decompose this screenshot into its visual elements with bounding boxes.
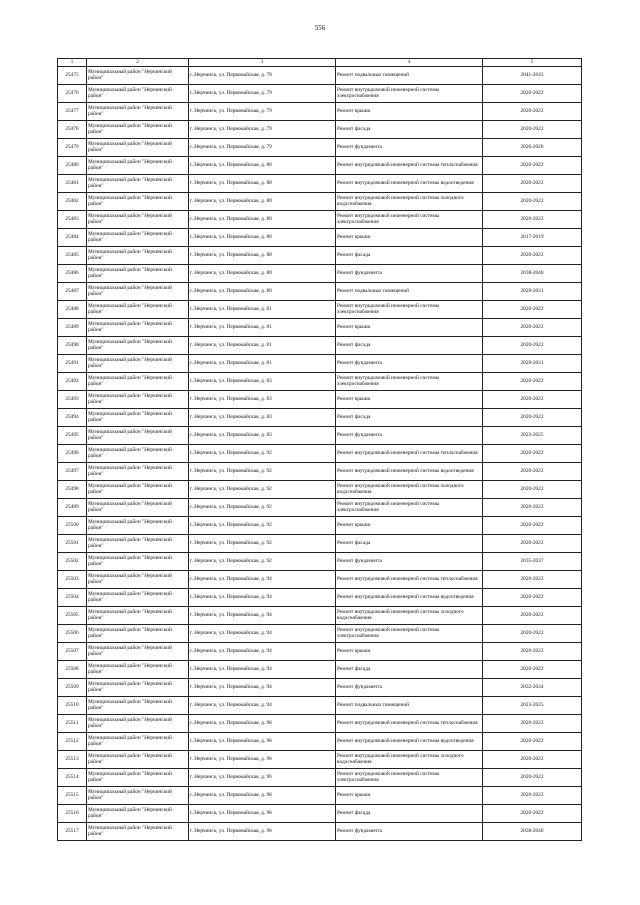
table-row xyxy=(58,211,582,229)
record-number-cell: 25485 xyxy=(58,247,87,265)
period-cell: 2029-2031 xyxy=(483,283,582,301)
address-cell: г. Нерчинск, ул. Первомайская, д. 79 xyxy=(189,121,336,139)
period-cell: 2038-2040 xyxy=(483,823,582,841)
period-cell: 2020-2022 xyxy=(483,211,582,229)
record-number-cell: 25508 xyxy=(58,661,87,679)
period-cell: 2020-2022 xyxy=(483,607,582,625)
record-number-cell: 25488 xyxy=(58,301,87,319)
work-type-cell: Ремонт внутридомовой инженерной системы водоотведения xyxy=(336,589,483,607)
table-row xyxy=(58,715,582,733)
period-cell: 2032-2034 xyxy=(483,679,582,697)
address-cell: г. Нерчинск, ул. Первомайская, д. 94 xyxy=(189,697,336,715)
record-number-cell: 25494 xyxy=(58,409,87,427)
table-row xyxy=(58,301,582,319)
period-cell: 2029-2031 xyxy=(483,355,582,373)
municipality-cell: Муниципальный район "Нерчинский район" xyxy=(87,427,189,445)
work-type-cell: Ремонт внутридомовой инженерной системы водоотведения xyxy=(336,175,483,193)
record-number-cell: 25484 xyxy=(58,229,87,247)
period-cell: 2041-2043 xyxy=(483,67,582,85)
table-row xyxy=(58,103,582,121)
work-type-cell: Ремонт внутридомовой инженерной системы электроснабжения xyxy=(336,625,483,643)
record-number-cell: 25503 xyxy=(58,571,87,589)
work-type-cell: Ремонт подвальных помещений xyxy=(336,283,483,301)
municipality-cell: Муниципальный район "Нерчинский район" xyxy=(87,355,189,373)
period-cell: 2020-2022 xyxy=(483,409,582,427)
record-number-cell: 25496 xyxy=(58,445,87,463)
period-cell: 2020-2022 xyxy=(483,625,582,643)
municipality-cell: Муниципальный район "Нерчинский район" xyxy=(87,229,189,247)
table-row xyxy=(58,409,582,427)
municipality-cell: Муниципальный район "Нерчинский район" xyxy=(87,517,189,535)
period-cell: 2020-2022 xyxy=(483,319,582,337)
address-cell: г. Нерчинск, ул. Первомайская, д. 81 xyxy=(189,319,336,337)
table-row xyxy=(58,697,582,715)
table-row xyxy=(58,589,582,607)
period-cell: 2020-2022 xyxy=(483,589,582,607)
table-row xyxy=(58,481,582,499)
address-cell: г. Нерчинск, ул. Первомайская, д. 94 xyxy=(189,661,336,679)
column-header: 4 xyxy=(336,59,483,67)
municipality-cell: Муниципальный район "Нерчинский район" xyxy=(87,445,189,463)
column-header: 1 xyxy=(58,59,87,67)
address-cell: г. Нерчинск, ул. Первомайская, д. 94 xyxy=(189,679,336,697)
address-cell: г. Нерчинск, ул. Первомайская, д. 92 xyxy=(189,517,336,535)
municipality-cell: Муниципальный район "Нерчинский район" xyxy=(87,121,189,139)
municipality-cell: Муниципальный район "Нерчинский район" xyxy=(87,643,189,661)
municipality-cell: Муниципальный район "Нерчинский район" xyxy=(87,697,189,715)
address-cell: г. Нерчинск, ул. Первомайская, д. 83 xyxy=(189,427,336,445)
municipality-cell: Муниципальный район "Нерчинский район" xyxy=(87,409,189,427)
address-cell: г. Нерчинск, ул. Первомайская, д. 78 xyxy=(189,67,336,85)
municipality-cell: Муниципальный район "Нерчинский район" xyxy=(87,319,189,337)
work-type-cell: Ремонт крыши xyxy=(336,517,483,535)
address-cell: г. Нерчинск, ул. Первомайская, д. 94 xyxy=(189,607,336,625)
municipality-cell: Муниципальный район "Нерчинский район" xyxy=(87,175,189,193)
work-type-cell: Ремонт крыши xyxy=(336,319,483,337)
table-row xyxy=(58,607,582,625)
period-cell: 2020-2022 xyxy=(483,85,582,103)
table-row xyxy=(58,679,582,697)
address-cell: г. Нерчинск, ул. Первомайская, д. 94 xyxy=(189,589,336,607)
work-type-cell: Ремонт внутридомовой инженерной системы холодного водоснабжения xyxy=(336,751,483,769)
municipality-cell: Муниципальный район "Нерчинский район" xyxy=(87,571,189,589)
record-number-cell: 25517 xyxy=(58,823,87,841)
municipality-cell: Муниципальный район "Нерчинский район" xyxy=(87,535,189,553)
table-row xyxy=(58,247,582,265)
table-row xyxy=(58,355,582,373)
table-row xyxy=(58,229,582,247)
record-number-cell: 25492 xyxy=(58,373,87,391)
address-cell: г. Нерчинск, ул. Первомайская, д. 80 xyxy=(189,283,336,301)
record-number-cell: 25502 xyxy=(58,553,87,571)
municipality-cell: Муниципальный район "Нерчинский район" xyxy=(87,463,189,481)
table-row xyxy=(58,751,582,769)
address-cell: г. Нерчинск, ул. Первомайская, д. 83 xyxy=(189,409,336,427)
period-cell: 2020-2022 xyxy=(483,787,582,805)
record-number-cell: 25506 xyxy=(58,625,87,643)
work-type-cell: Ремонт крыши xyxy=(336,643,483,661)
table-row xyxy=(58,625,582,643)
municipality-cell: Муниципальный район "Нерчинский район" xyxy=(87,499,189,517)
work-type-cell: Ремонт фундамента xyxy=(336,679,483,697)
record-number-cell: 25478 xyxy=(58,121,87,139)
table-row xyxy=(58,373,582,391)
municipality-cell: Муниципальный район "Нерчинский район" xyxy=(87,607,189,625)
municipality-cell: Муниципальный район "Нерчинский район" xyxy=(87,67,189,85)
table-row xyxy=(58,193,582,211)
work-type-cell: Ремонт фундамента xyxy=(336,139,483,157)
period-cell: 2020-2022 xyxy=(483,643,582,661)
address-cell: г. Нерчинск, ул. Первомайская, д. 81 xyxy=(189,301,336,319)
record-number-cell: 25498 xyxy=(58,481,87,499)
work-type-cell: Ремонт внутридомовой инженерной системы холодного водоснабжения xyxy=(336,607,483,625)
work-type-cell: Ремонт фасада xyxy=(336,247,483,265)
work-type-cell: Ремонт фасада xyxy=(336,661,483,679)
address-cell: г. Нерчинск, ул. Первомайская, д. 96 xyxy=(189,769,336,787)
address-cell: г. Нерчинск, ул. Первомайская, д. 92 xyxy=(189,499,336,517)
work-type-cell: Ремонт крыши xyxy=(336,787,483,805)
address-cell: г. Нерчинск, ул. Первомайская, д. 92 xyxy=(189,481,336,499)
record-number-cell: 25504 xyxy=(58,589,87,607)
municipality-cell: Муниципальный район "Нерчинский район" xyxy=(87,787,189,805)
work-type-cell: Ремонт фундамента xyxy=(336,265,483,283)
record-number-cell: 25483 xyxy=(58,211,87,229)
table-row xyxy=(58,535,582,553)
table-row xyxy=(58,517,582,535)
table-row xyxy=(58,139,582,157)
record-number-cell: 25486 xyxy=(58,265,87,283)
column-header: 5 xyxy=(483,59,582,67)
address-cell: г. Нерчинск, ул. Первомайская, д. 92 xyxy=(189,553,336,571)
work-type-cell: Ремонт внутридомовой инженерной системы электроснабжения xyxy=(336,373,483,391)
municipality-cell: Муниципальный район "Нерчинский район" xyxy=(87,85,189,103)
table-row xyxy=(58,67,582,85)
record-number-cell: 25512 xyxy=(58,733,87,751)
address-cell: г. Нерчинск, ул. Первомайская, д. 94 xyxy=(189,643,336,661)
address-cell: г. Нерчинск, ул. Первомайская, д. 80 xyxy=(189,211,336,229)
period-cell: 2020-2022 xyxy=(483,193,582,211)
work-type-cell: Ремонт фундамента xyxy=(336,553,483,571)
record-number-cell: 25476 xyxy=(58,85,87,103)
period-cell: 2020-2022 xyxy=(483,175,582,193)
record-number-cell: 25511 xyxy=(58,715,87,733)
period-cell: 2020-2022 xyxy=(483,301,582,319)
record-number-cell: 25477 xyxy=(58,103,87,121)
work-type-cell: Ремонт внутридомовой инженерной системы электроснабжения xyxy=(336,301,483,319)
municipality-cell: Муниципальный район "Нерчинский район" xyxy=(87,715,189,733)
table-row xyxy=(58,85,582,103)
record-number-cell: 25500 xyxy=(58,517,87,535)
municipality-cell: Муниципальный район "Нерчинский район" xyxy=(87,157,189,175)
table-row xyxy=(58,265,582,283)
work-type-cell: Ремонт внутридомовой инженерной системы водоотведения xyxy=(336,733,483,751)
address-cell: г. Нерчинск, ул. Первомайская, д. 79 xyxy=(189,139,336,157)
record-number-cell: 25509 xyxy=(58,679,87,697)
municipality-cell: Муниципальный район "Нерчинский район" xyxy=(87,589,189,607)
table-row xyxy=(58,175,582,193)
address-cell: г. Нерчинск, ул. Первомайская, д. 92 xyxy=(189,535,336,553)
work-type-cell: Ремонт внутридомовой инженерной системы электроснабжения xyxy=(336,211,483,229)
address-cell: г. Нерчинск, ул. Первомайская, д. 83 xyxy=(189,373,336,391)
table-row xyxy=(58,661,582,679)
record-number-cell: 25505 xyxy=(58,607,87,625)
work-type-cell: Ремонт внутридомовой инженерной системы холодного водоснабжения xyxy=(336,481,483,499)
work-type-cell: Ремонт внутридомовой инженерной системы электроснабжения xyxy=(336,85,483,103)
period-cell: 2020-2022 xyxy=(483,517,582,535)
record-number-cell: 25491 xyxy=(58,355,87,373)
period-cell: 2020-2022 xyxy=(483,661,582,679)
municipality-cell: Муниципальный район "Нерчинский район" xyxy=(87,661,189,679)
work-type-cell: Ремонт внутридомовой инженерной системы теплоснабжения xyxy=(336,571,483,589)
record-number-cell: 25516 xyxy=(58,805,87,823)
municipality-cell: Муниципальный район "Нерчинский район" xyxy=(87,823,189,841)
address-cell: г. Нерчинск, ул. Первомайская, д. 96 xyxy=(189,787,336,805)
municipality-cell: Муниципальный район "Нерчинский район" xyxy=(87,679,189,697)
municipality-cell: Муниципальный район "Нерчинский район" xyxy=(87,103,189,121)
page-number: 556 xyxy=(314,24,326,32)
record-number-cell: 25493 xyxy=(58,391,87,409)
period-cell: 2020-2022 xyxy=(483,391,582,409)
address-cell: г. Нерчинск, ул. Первомайская, д. 80 xyxy=(189,247,336,265)
period-cell: 2020-2022 xyxy=(483,805,582,823)
municipality-cell: Муниципальный район "Нерчинский район" xyxy=(87,211,189,229)
period-cell: 2020-2022 xyxy=(483,103,582,121)
period-cell: 2020-2022 xyxy=(483,121,582,139)
municipality-cell: Муниципальный район "Нерчинский район" xyxy=(87,301,189,319)
table-body xyxy=(58,67,582,841)
period-cell: 2026-2028 xyxy=(483,139,582,157)
work-type-cell: Ремонт фасада xyxy=(336,535,483,553)
period-cell: 2020-2022 xyxy=(483,499,582,517)
municipality-cell: Муниципальный район "Нерчинский район" xyxy=(87,481,189,499)
address-cell: г. Нерчинск, ул. Первомайская, д. 80 xyxy=(189,175,336,193)
address-cell: г. Нерчинск, ул. Первомайская, д. 80 xyxy=(189,157,336,175)
municipality-cell: Муниципальный район "Нерчинский район" xyxy=(87,139,189,157)
period-cell: 2020-2022 xyxy=(483,373,582,391)
table-row xyxy=(58,769,582,787)
address-cell: г. Нерчинск, ул. Первомайская, д. 80 xyxy=(189,229,336,247)
period-cell: 2020-2022 xyxy=(483,733,582,751)
period-cell: 2020-2022 xyxy=(483,715,582,733)
work-type-cell: Ремонт фасада xyxy=(336,805,483,823)
work-type-cell: Ремонт внутридомовой инженерной системы теплоснабжения xyxy=(336,445,483,463)
table-row xyxy=(58,463,582,481)
record-number-cell: 25482 xyxy=(58,193,87,211)
table-row xyxy=(58,121,582,139)
address-cell: г. Нерчинск, ул. Первомайская, д. 81 xyxy=(189,337,336,355)
address-cell: г. Нерчинск, ул. Первомайская, д. 96 xyxy=(189,715,336,733)
period-cell: 2020-2022 xyxy=(483,769,582,787)
period-cell: 2020-2022 xyxy=(483,571,582,589)
record-number-cell: 25514 xyxy=(58,769,87,787)
municipality-cell: Муниципальный район "Нерчинский район" xyxy=(87,751,189,769)
municipality-cell: Муниципальный район "Нерчинский район" xyxy=(87,769,189,787)
work-type-cell: Ремонт подвальных помещений xyxy=(336,67,483,85)
address-cell: г. Нерчинск, ул. Первомайская, д. 94 xyxy=(189,625,336,643)
table-row xyxy=(58,823,582,841)
municipality-cell: Муниципальный район "Нерчинский район" xyxy=(87,283,189,301)
municipality-cell: Муниципальный район "Нерчинский район" xyxy=(87,373,189,391)
period-cell: 2020-2022 xyxy=(483,157,582,175)
address-cell: г. Нерчинск, ул. Первомайская, д. 92 xyxy=(189,463,336,481)
work-type-cell: Ремонт внутридомовой инженерной системы теплоснабжения xyxy=(336,715,483,733)
period-cell: 2020-2022 xyxy=(483,445,582,463)
record-number-cell: 25490 xyxy=(58,337,87,355)
period-cell: 2017-2019 xyxy=(483,229,582,247)
record-number-cell: 25510 xyxy=(58,697,87,715)
record-number-cell: 25501 xyxy=(58,535,87,553)
period-cell: 2020-2022 xyxy=(483,751,582,769)
record-number-cell: 25507 xyxy=(58,643,87,661)
municipality-cell: Муниципальный район "Нерчинский район" xyxy=(87,553,189,571)
work-type-cell: Ремонт крыши xyxy=(336,103,483,121)
work-type-cell: Ремонт фасада xyxy=(336,409,483,427)
record-number-cell: 25499 xyxy=(58,499,87,517)
period-cell: 2020-2022 xyxy=(483,337,582,355)
work-type-cell: Ремонт внутридомовой инженерной системы холодного водоснабжения xyxy=(336,193,483,211)
period-cell: 2023-2025 xyxy=(483,697,582,715)
municipality-cell: Муниципальный район "Нерчинский район" xyxy=(87,265,189,283)
address-cell: г. Нерчинск, ул. Первомайская, д. 80 xyxy=(189,265,336,283)
record-number-cell: 25497 xyxy=(58,463,87,481)
work-type-cell: Ремонт внутридомовой инженерной системы водоотведения xyxy=(336,463,483,481)
work-type-cell: Ремонт фундамента xyxy=(336,427,483,445)
table-row xyxy=(58,391,582,409)
address-cell: г. Нерчинск, ул. Первомайская, д. 79 xyxy=(189,103,336,121)
work-type-cell: Ремонт фундамента xyxy=(336,823,483,841)
table-row xyxy=(58,337,582,355)
table-row xyxy=(58,427,582,445)
record-number-cell: 25479 xyxy=(58,139,87,157)
record-number-cell: 25513 xyxy=(58,751,87,769)
table-header-row xyxy=(58,59,582,67)
work-type-cell: Ремонт фасада xyxy=(336,337,483,355)
table-row xyxy=(58,283,582,301)
table-row xyxy=(58,499,582,517)
column-header: 2 xyxy=(87,59,189,67)
table-row xyxy=(58,553,582,571)
work-type-cell: Ремонт внутридомовой инженерной системы теплоснабжения xyxy=(336,157,483,175)
municipality-cell: Муниципальный район "Нерчинский район" xyxy=(87,805,189,823)
table-row xyxy=(58,733,582,751)
work-type-cell: Ремонт внутридомовой инженерной системы электроснабжения xyxy=(336,499,483,517)
table-row xyxy=(58,805,582,823)
work-type-cell: Ремонт подвальных помещений xyxy=(336,697,483,715)
period-cell: 2038-2040 xyxy=(483,265,582,283)
period-cell: 2020-2022 xyxy=(483,535,582,553)
work-type-cell: Ремонт крыши xyxy=(336,391,483,409)
work-type-cell: Ремонт крыши xyxy=(336,229,483,247)
address-cell: г. Нерчинск, ул. Первомайская, д. 96 xyxy=(189,823,336,841)
repair-schedule-table xyxy=(57,58,582,841)
municipality-cell: Муниципальный район "Нерчинский район" xyxy=(87,733,189,751)
address-cell: г. Нерчинск, ул. Первомайская, д. 81 xyxy=(189,355,336,373)
work-type-cell: Ремонт фундамента xyxy=(336,355,483,373)
record-number-cell: 25495 xyxy=(58,427,87,445)
record-number-cell: 25515 xyxy=(58,787,87,805)
address-cell: г. Нерчинск, ул. Первомайская, д. 96 xyxy=(189,751,336,769)
column-header: 3 xyxy=(189,59,336,67)
municipality-cell: Муниципальный район "Нерчинский район" xyxy=(87,193,189,211)
record-number-cell: 25480 xyxy=(58,157,87,175)
address-cell: г. Нерчинск, ул. Первомайская, д. 94 xyxy=(189,571,336,589)
municipality-cell: Муниципальный район "Нерчинский район" xyxy=(87,625,189,643)
address-cell: г. Нерчинск, ул. Первомайская, д. 96 xyxy=(189,805,336,823)
address-cell: г. Нерчинск, ул. Первомайская, д. 79 xyxy=(189,85,336,103)
address-cell: г. Нерчинск, ул. Первомайская, д. 80 xyxy=(189,193,336,211)
period-cell: 2035-2037 xyxy=(483,553,582,571)
address-cell: г. Нерчинск, ул. Первомайская, д. 96 xyxy=(189,733,336,751)
record-number-cell: 25489 xyxy=(58,319,87,337)
period-cell: 2020-2022 xyxy=(483,247,582,265)
table-row xyxy=(58,787,582,805)
table-row xyxy=(58,445,582,463)
table-row xyxy=(58,571,582,589)
table-row xyxy=(58,319,582,337)
record-number-cell: 25487 xyxy=(58,283,87,301)
municipality-cell: Муниципальный район "Нерчинский район" xyxy=(87,247,189,265)
address-cell: г. Нерчинск, ул. Первомайская, д. 92 xyxy=(189,445,336,463)
table-row xyxy=(58,643,582,661)
work-type-cell: Ремонт внутридомовой инженерной системы электроснабжения xyxy=(336,769,483,787)
work-type-cell: Ремонт фасада xyxy=(336,121,483,139)
period-cell: 2020-2022 xyxy=(483,463,582,481)
table-row xyxy=(58,157,582,175)
period-cell: 2023-2025 xyxy=(483,427,582,445)
municipality-cell: Муниципальный район "Нерчинский район" xyxy=(87,391,189,409)
record-number-cell: 25481 xyxy=(58,175,87,193)
address-cell: г. Нерчинск, ул. Первомайская, д. 83 xyxy=(189,391,336,409)
record-number-cell: 25475 xyxy=(58,67,87,85)
municipality-cell: Муниципальный район "Нерчинский район" xyxy=(87,337,189,355)
period-cell: 2020-2022 xyxy=(483,481,582,499)
